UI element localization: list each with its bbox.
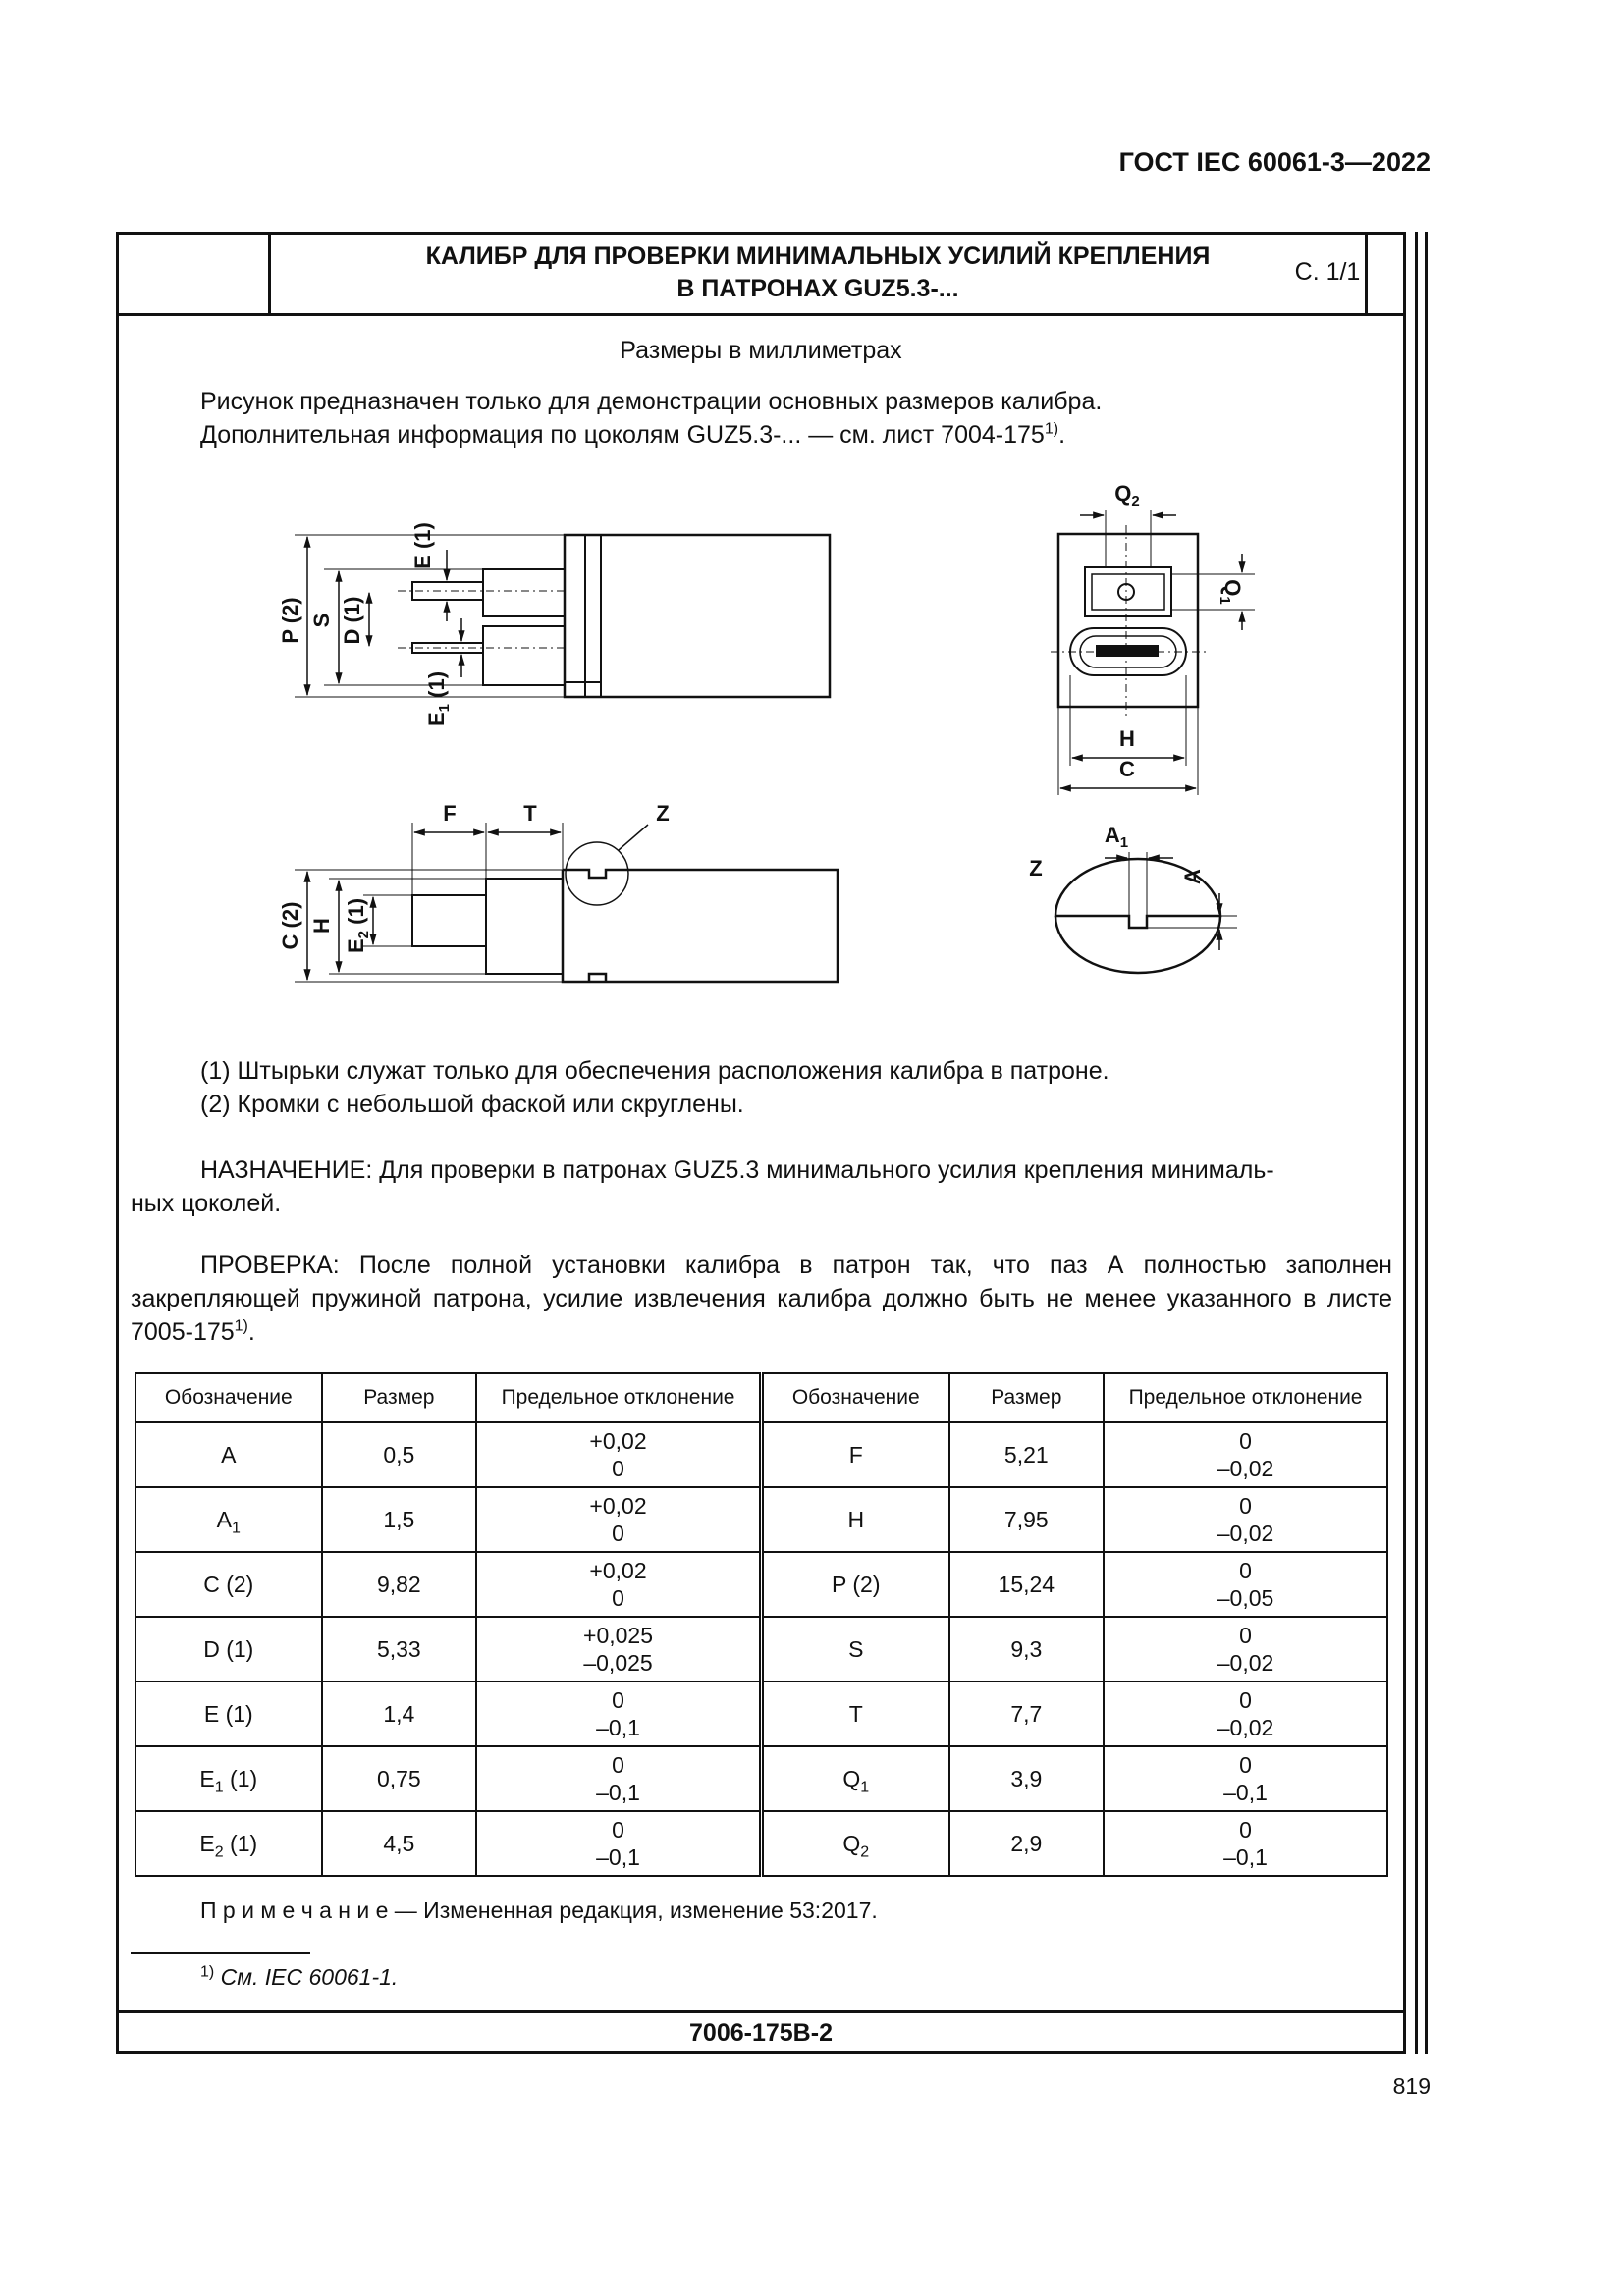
size-cell: 0,5	[322, 1422, 477, 1487]
tolerance-cell: 0 –0,02	[1104, 1487, 1387, 1552]
tolerance-cell: 0 –0,1	[1104, 1811, 1387, 1876]
size-cell: 7,7	[949, 1682, 1105, 1746]
intro-line-1: Рисунок предназначен только для демонстрации основных размеров калибра.	[200, 388, 1103, 415]
title-line-2: В ПАТРОНАХ GUZ5.3-...	[676, 274, 959, 302]
designation-cell: $E_2$ (1)	[135, 1811, 322, 1876]
footnote-rule	[131, 1952, 310, 1954]
label-D: D (1)	[340, 596, 364, 645]
intro-paragraph	[200, 385, 1379, 452]
designation-cell: $A_1$	[135, 1487, 322, 1552]
designation-cell: $E_1$ (1)	[135, 1746, 322, 1811]
purpose-line-1: НАЗНАЧЕНИЕ: Для проверки в патронах GUZ5.3 минимального усилия крепления минималь-	[200, 1156, 1274, 1184]
end-view	[1051, 510, 1255, 795]
tolerance-cell: +0,025 –0,025	[476, 1617, 761, 1682]
tolerance-cell: 0 –0,05	[1104, 1552, 1387, 1617]
purpose-line-2: ных цоколей.	[131, 1190, 282, 1217]
label-H: H	[1119, 726, 1135, 751]
label-Q1: $Q_1$	[1217, 579, 1245, 605]
label-A: A	[1180, 869, 1205, 884]
col-header: Обозначение	[761, 1373, 948, 1422]
footnote: $^{1)}$ См. IEC 60061-1.	[200, 1963, 399, 1990]
side-view-groove	[295, 823, 838, 982]
remark: П р и м е ч а н и е — Измененная редакция, изменение 53:2017.	[200, 1897, 878, 1923]
size-cell: 2,9	[949, 1811, 1105, 1876]
label-Z: Z	[656, 801, 670, 826]
tolerance-cell: +0,02 0	[476, 1552, 761, 1617]
label-P: P (2)	[278, 597, 302, 644]
tolerance-cell: +0,02 0	[476, 1487, 761, 1552]
tolerance-cell: 0 –0,02	[1104, 1422, 1387, 1487]
table-row	[135, 1487, 1387, 1552]
col-header: Предельное отклонение	[1104, 1373, 1387, 1422]
size-cell: 9,82	[322, 1552, 477, 1617]
size-cell: 9,3	[949, 1617, 1105, 1682]
size-cell: 7,95	[949, 1487, 1105, 1552]
tolerance-cell: 0 –0,1	[476, 1811, 761, 1876]
col-header: Предельное отклонение	[476, 1373, 761, 1422]
note-1: (1) Штырьки служат только для обеспечения расположения калибра в патроне.	[200, 1057, 1109, 1085]
size-cell: 1,4	[322, 1682, 477, 1746]
designation-cell: E (1)	[135, 1682, 322, 1746]
designation-cell: S	[761, 1617, 948, 1682]
title-line-1: КАЛИБР ДЛЯ ПРОВЕРКИ МИНИМАЛЬНЫХ УСИЛИЙ КРЕПЛЕНИЯ	[425, 241, 1211, 270]
size-cell: 3,9	[949, 1746, 1105, 1811]
table-row	[135, 1552, 1387, 1617]
gauge-drawings	[0, 471, 1623, 1021]
tolerance-cell: 0 –0,1	[1104, 1746, 1387, 1811]
label-F: F	[443, 801, 457, 826]
dimensions-table	[135, 1372, 1388, 1877]
side-view-pins	[295, 535, 830, 697]
sheet-id: 7006-175B-2	[689, 2018, 833, 2047]
table-row	[135, 1811, 1387, 1876]
notes	[200, 1054, 1379, 1121]
label-C: C	[1119, 757, 1135, 781]
designation-cell: $Q_2$	[761, 1811, 948, 1876]
col-header: Размер	[322, 1373, 477, 1422]
page-number: 819	[1392, 2073, 1431, 2099]
designation-cell: H	[761, 1487, 948, 1552]
size-cell: 5,21	[949, 1422, 1105, 1487]
label-Q2: $Q_2$	[1114, 481, 1140, 509]
tolerance-cell: +0,02 0	[476, 1422, 761, 1487]
note-2: (2) Кромки с небольшой фаской или скруглены.	[200, 1091, 744, 1118]
purpose-paragraph	[131, 1153, 1392, 1220]
tolerance-cell: 0 –0,02	[1104, 1617, 1387, 1682]
sheet-number: С. 1/1	[1294, 258, 1361, 286]
header-blank-cell	[116, 232, 271, 313]
label-E1: $E_1$ (1)	[424, 670, 453, 727]
label-E: E (1)	[410, 522, 435, 569]
col-header: Размер	[949, 1373, 1105, 1422]
designation-cell: F	[761, 1422, 948, 1487]
table-row	[135, 1617, 1387, 1682]
size-cell: 15,24	[949, 1552, 1105, 1617]
tolerance-cell: 0 –0,1	[476, 1682, 761, 1746]
table-row	[135, 1746, 1387, 1811]
sheet-title	[271, 232, 1368, 313]
tolerance-cell: 0 –0,1	[476, 1746, 761, 1811]
col-header: Обозначение	[135, 1373, 322, 1422]
designation-cell: D (1)	[135, 1617, 322, 1682]
designation-cell: T	[761, 1682, 948, 1746]
intro-line-2: Дополнительная информация по цоколям GUZ5.3-... — см. лист 7004-175$^{1)}$.	[200, 420, 1066, 449]
size-cell: 5,33	[322, 1617, 477, 1682]
label-E2: $E_2$ (1)	[344, 897, 372, 954]
designation-cell: $Q_1$	[761, 1746, 948, 1811]
label-A1: $A_1$	[1104, 823, 1129, 851]
sheet-header	[116, 232, 1406, 316]
label-Z-detail: Z	[1029, 856, 1043, 881]
units-note: Размеры в миллиметрах	[620, 337, 902, 364]
designation-cell: C (2)	[135, 1552, 322, 1617]
size-cell: 0,75	[322, 1746, 477, 1811]
label-T: T	[523, 801, 537, 826]
document-code: ГОСТ IEC 60061-3—2022	[1118, 147, 1431, 177]
table-header-row	[135, 1373, 1387, 1422]
check-paragraph: ПРОВЕРКА: После полной установки калибра в патрон так, что паз А полностью заполнен закрепляющей пружиной патрона, усилие извлечения калибра должно быть не менее указанного в листе 7005-175$^{1)}$.	[131, 1252, 1392, 1346]
size-cell: 1,5	[322, 1487, 477, 1552]
label-S: S	[309, 613, 334, 628]
table-row	[135, 1682, 1387, 1746]
designation-cell: A	[135, 1422, 322, 1487]
designation-cell: P (2)	[761, 1552, 948, 1617]
detail-Z	[1055, 852, 1237, 973]
table-body	[135, 1422, 1387, 1876]
size-cell: 4,5	[322, 1811, 477, 1876]
label-H2: H	[309, 918, 334, 934]
label-C2: C (2)	[278, 901, 302, 950]
table-row	[135, 1422, 1387, 1487]
tolerance-cell: 0 –0,02	[1104, 1682, 1387, 1746]
